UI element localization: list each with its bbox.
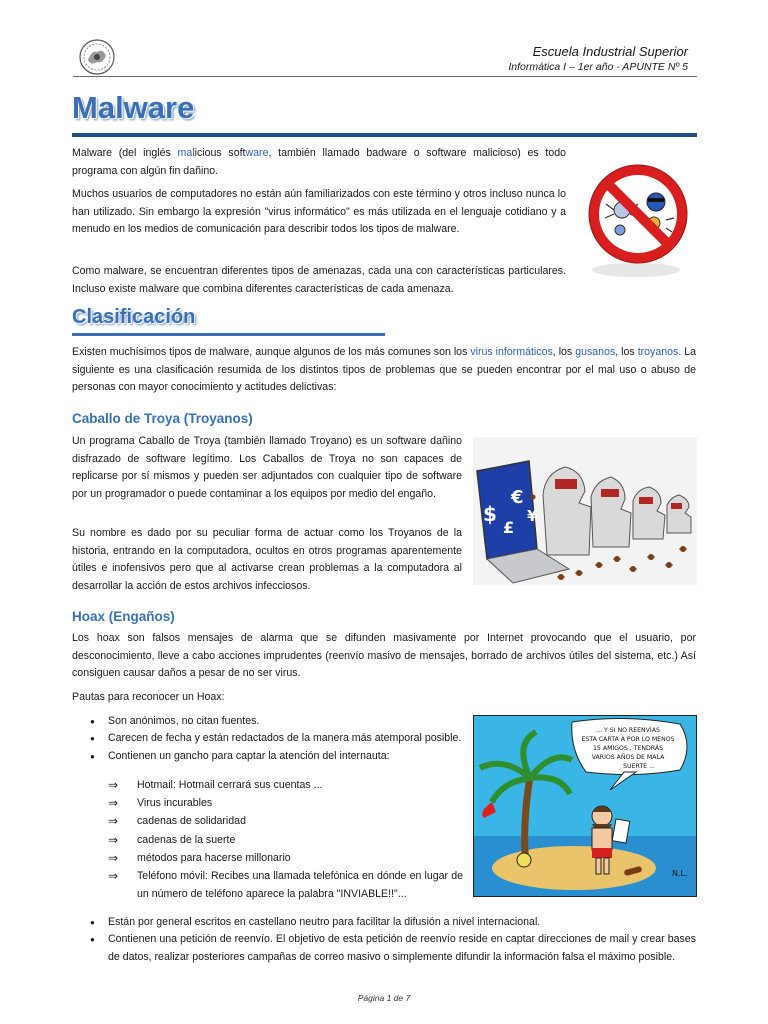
header-subtitle: Informática I – 1er año - APUNTE Nº 5: [508, 61, 688, 73]
header-school-name: Escuela Industrial Superior: [532, 44, 688, 59]
cartoon-bubble-line: ... Y SI NO REENVÍAS: [596, 727, 660, 734]
hoax-guidelines-list-continued: [90, 914, 696, 966]
list-item: ⇒ Hotmail: Hotmail cerrará sus cuentas ...: [108, 776, 463, 794]
page-number: Página 1 de 7: [357, 993, 411, 1003]
troyanos-paragraph-2: Su nombre es dado por su peculiar forma de actuar como los Troyanos de la historia, entrando en la computadora, ocultos en otros programas aparentemente útiles e inofensivos pero que al activarse crean problemas a la computadora al desarrollar la acción de estos archivos infecciosos.: [72, 527, 462, 592]
hoax-guidelines-list: [90, 713, 463, 765]
no-malware-sign-image: [578, 148, 698, 283]
cartoon-bubble-line: 15 AMIGOS , TENDRÁS: [593, 745, 664, 752]
intro-paragraph-3: Como malware, se encuentran diferentes tipos de amenazas, cada una con características particulares. Incluso existe malware que combina diferentes características de cada amenaza.: [72, 265, 566, 295]
page-title: Malware: [72, 90, 195, 125]
hoax-cartoon-image: [473, 715, 697, 897]
cartoon-bubble-line: SUERTE ...: [623, 763, 655, 770]
header-divider: [73, 76, 697, 77]
section-underline: [72, 333, 385, 336]
hoax-paragraph-2: Pautas para reconocer un Hoax:: [72, 691, 225, 703]
yen-symbol: ¥: [527, 507, 538, 525]
list-item: ● Están por general escritos en castellano neutro para facilitar la difusión a nivel internacional.: [90, 914, 696, 931]
section-heading-hoax: Hoax (Engaños): [72, 609, 175, 624]
cartoon-signature: N.L.: [672, 869, 688, 878]
list-item: ⇒ métodos para hacerse millonario: [108, 849, 463, 867]
hoax-hooks-list: [108, 776, 463, 903]
cartoon-bubble-line: VARIOS AÑOS DE MALA: [591, 754, 665, 761]
euro-symbol: €: [511, 487, 524, 508]
troyanos-paragraph-1: Un programa Caballo de Troya (también llamado Troyano) es un software dañino disfrazado de software legítimo. Los Caballos de Troya no son capaces de replicarse por sí mismos y pueden ser adjuntados con cualquier tipo de software por un programador o puede contaminar a los equipos por medio del engaño.: [72, 435, 462, 500]
clasificacion-paragraph: Existen muchísimos tipos de malware, aunque algunos de los más comunes son los virus informáticos, los gusanos, los troyanos. La siguiente es una clasificación resumida de los distintos tipos de problemas que se pueden encontrar por el mal uso o abuso de personas con mayor conocimiento y actitudes delictivas:: [72, 346, 697, 393]
trojan-horses-image: [473, 437, 697, 585]
cartoon-bubble-line: ESTA CARTA A POR LO MENOS: [581, 736, 675, 743]
list-item: ⇒ Virus incurables: [108, 794, 463, 812]
pound-symbol: £: [503, 518, 515, 537]
list-item: ● Carecen de fecha y están redactados de la manera más atemporal posible.: [90, 730, 463, 747]
intro-paragraph-1: Malware (del inglés malicious software, también llamado badware o software malicioso) es todo programa con algún fin dañino.: [72, 147, 566, 177]
list-item: ⇒ Teléfono móvil: Recibes una llamada telefónica en dónde en lugar de un número de teléfono aparece la palabra "INVIABLE!!"...: [108, 867, 463, 903]
section-heading-troyanos: Caballo de Troya (Troyanos): [72, 411, 253, 426]
section-heading-clasificacion: Clasificación: [72, 306, 196, 328]
hoax-paragraph-1: Los hoax son falsos mensajes de alarma que se difunden masivamente por Internet provocando que el usuario, por desconocimiento, lleve a cabo acciones imprudentes (reenvío masivo de mensajes, borrado de archivos útiles del sistema, etc.) Así consiguen causar daños a pesar de no ser virus.: [72, 632, 696, 679]
intro-paragraph-2: Muchos usuarios de computadores no están aún familiarizados con este término y otros incluso nunca lo han utilizado. Sin embargo la expresión "virus informático" es más utilizada en el lenguaje cotidiano y a menudo en los medios de comunicación para describir todos los tipos de malware.: [72, 188, 566, 235]
school-logo-icon: [78, 38, 116, 76]
list-item: ⇒ cadenas de la suerte: [108, 831, 463, 849]
list-item: ● Son anónimos, no citan fuentes.: [90, 713, 463, 730]
list-item: ⇒ cadenas de solidaridad: [108, 812, 463, 830]
list-item: ● Contienen una petición de reenvío. El objetivo de esta petición de reenvío reside en captar direcciones de mail y crear bases de datos, realizar posteriores campañas de correo masivo o simplemente difundir la información falsa el máximo posible.: [90, 931, 696, 966]
dollar-symbol: $: [483, 502, 497, 526]
list-item: ● Contienen un gancho para captar la atención del internauta:: [90, 748, 463, 765]
title-underline: [72, 133, 697, 137]
